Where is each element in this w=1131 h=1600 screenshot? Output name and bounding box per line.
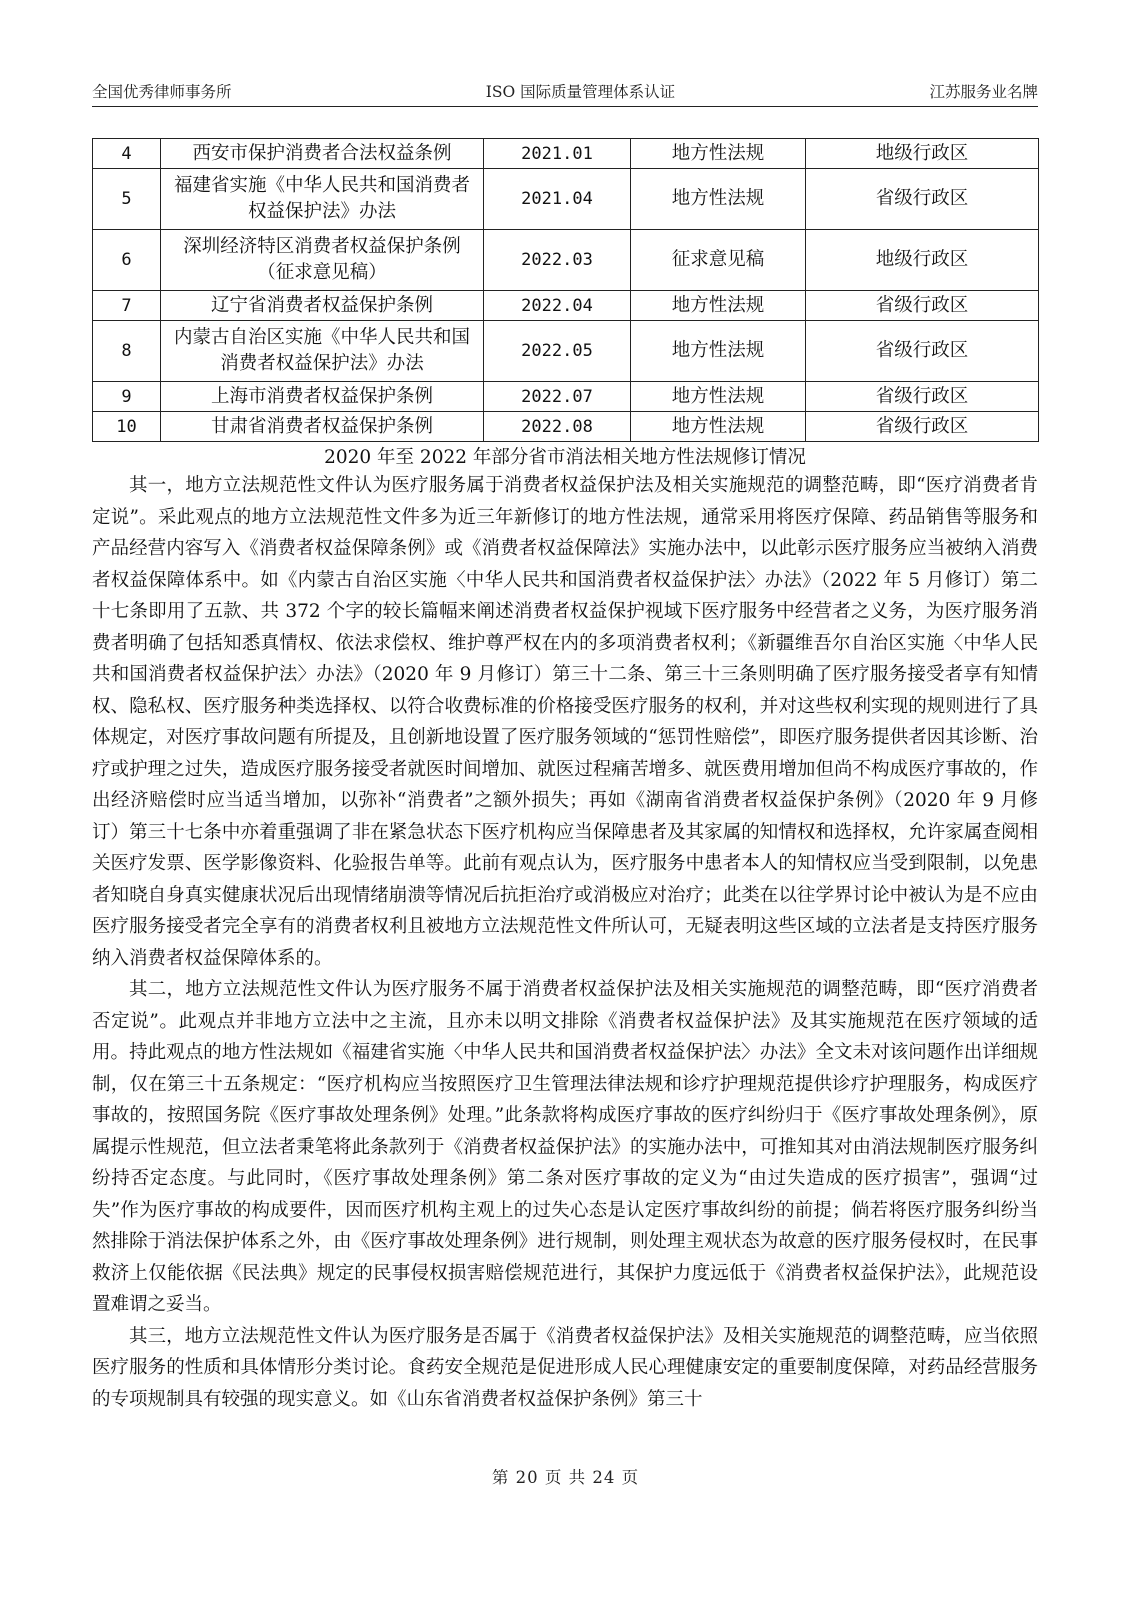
regulation-name: 内蒙古自治区实施《中华人民共和国消费者权益保护法》办法 — [161, 321, 484, 382]
regulation-date: 2021.04 — [484, 169, 631, 230]
admin-level: 地级行政区 — [806, 139, 1039, 169]
table-row — [93, 321, 1039, 382]
page-header — [92, 76, 1038, 107]
admin-level: 地级行政区 — [806, 230, 1039, 291]
admin-level: 省级行政区 — [806, 291, 1039, 321]
header-left: 全国优秀律师事务所 — [92, 83, 232, 101]
row-number: 8 — [93, 321, 161, 382]
table-row — [93, 291, 1039, 321]
row-number: 4 — [93, 139, 161, 169]
header-right: 江苏服务业名牌 — [929, 83, 1038, 101]
table-row — [93, 412, 1039, 442]
table-row — [93, 230, 1039, 291]
row-number: 10 — [93, 412, 161, 442]
regulation-date: 2022.04 — [484, 291, 631, 321]
regulation-name: 西安市保护消费者合法权益条例 — [161, 139, 484, 169]
regulation-name: 深圳经济特区消费者权益保护条例（征求意见稿） — [161, 230, 484, 291]
regulation-type: 征求意见稿 — [631, 230, 806, 291]
regulation-name: 甘肃省消费者权益保护条例 — [161, 412, 484, 442]
table-row — [93, 382, 1039, 412]
regulation-date: 2021.01 — [484, 139, 631, 169]
regulation-type: 地方性法规 — [631, 412, 806, 442]
header-center: ISO 国际质量管理体系认证 — [485, 83, 676, 101]
regulation-type: 地方性法规 — [631, 321, 806, 382]
row-number: 6 — [93, 230, 161, 291]
page-footer: 第 20 页 共 24 页 — [491, 1468, 640, 1487]
row-number: 5 — [93, 169, 161, 230]
regulation-type: 地方性法规 — [631, 291, 806, 321]
regulation-date: 2022.03 — [484, 230, 631, 291]
regulation-type: 地方性法规 — [631, 382, 806, 412]
paragraph-three: 其三，地方立法规范性文件认为医疗服务是否属于《消费者权益保护法》及相关实施规范的调整范畴，应当依照医疗服务的性质和具体情形分类讨论。食药安全规范是促进形成人民心理健康安定的重要制度保障，对药品经营服务的专项规制具有较强的现实意义。如《山东省消费者权益保护条例》第三十 — [92, 1325, 1038, 1410]
regulation-date: 2022.05 — [484, 321, 631, 382]
admin-level: 省级行政区 — [806, 169, 1039, 230]
admin-level: 省级行政区 — [806, 412, 1039, 442]
regulation-date: 2022.08 — [484, 412, 631, 442]
regulation-date: 2022.07 — [484, 382, 631, 412]
table-row — [93, 169, 1039, 230]
admin-level: 省级行政区 — [806, 382, 1039, 412]
row-number: 9 — [93, 382, 161, 412]
table-caption: 2020 年至 2022 年部分省市消法相关地方性法规修订情况 — [324, 447, 806, 468]
paragraph-two: 其二，地方立法规范性文件认为医疗服务不属于消费者权益保护法及相关实施规范的调整范畴，即“医疗消费者否定说”。此观点并非地方立法中之主流，且亦未以明文排除《消费者权益保护法》及其实施规范在医疗领域的适用。持此观点的地方性法规如《福建省实施〈中华人民共和国消费者权益保护法〉办法》全文未对该问题作出详细规制，仅在第三十五条规定：“医疗机构应当按照医疗卫生管理法律法规和诊疗护理规范提供诊疗护理服务，构成医疗事故的，按照国务院《医疗事故处理条例》处理。”此条款将构成医疗事故的医疗纠纷归于《医疗事故处理条例》，原属提示性规范，但立法者秉笔将此条款列于《消费者权益保护法》的实施办法中，可推知其对由消法规制医疗服务纠纷持否定态度。与此同时，《医疗事故处理条例》第二条对医疗事故的定义为“由过失造成的医疗损害”，强调“过失”作为医疗事故的构成要件，因而医疗机构主观上的过失心态是认定医疗事故纠纷的前提；倘若将医疗服务纠纷当然排除于消法保护体系之外，由《医疗事故处理条例》进行规制，则处理主观状态为故意的医疗服务侵权时，在民事救济上仅能依据《民法典》规定的民事侵权损害赔偿规范进行，其保护力度远低于《消费者权益保护法》，此规范设置难谓之妥当。 — [92, 979, 1038, 1315]
regulation-name: 上海市消费者权益保护条例 — [161, 382, 484, 412]
paragraph-one: 其一，地方立法规范性文件认为医疗服务属于消费者权益保护法及相关实施规范的调整范畴，即“医疗消费者肯定说”。采此观点的地方立法规范性文件多为近三年新修订的地方性法规，通常采用将医疗保障、药品销售等服务和产品经营内容写入《消费者权益保障条例》或《消费者权益保障法》实施办法中，以此彰示医疗服务应当被纳入消费者权益保障体系中。如《内蒙古自治区实施〈中华人民共和国消费者权益保护法〉办法》（2022 年 5 月修订）第二十七条即用了五款、共 372 个字的较长篇幅来阐述消费者权益保护视域下医疗服务中经营者之义务，为医疗服务消费者明确了包括知悉真情权、依法求偿权、维护尊严权在内的多项消费者权利；《新疆维吾尔自治区实施〈中华人民共和国消费者权益保护法〉办法》（2020 年 9 月修订）第三十二条、第三十三条则明确了医疗服务接受者享有知情权、隐私权、医疗服务种类选择权、以符合收费标准的价格接受医疗服务的权利，并对这些权利实现的规则进行了具体规定，对医疗事故问题有所提及，且创新地设置了医疗服务领域的“惩罚性赔偿”，即医疗服务提供者因其诊断、治疗或护理之过失，造成医疗服务接受者就医时间增加、就医过程痛苦增多、就医费用增加但尚不构成医疗事故的，作出经济赔偿时应当适当增加，以弥补“消费者”之额外损失；再如《湖南省消费者权益保护条例》（2020 年 9 月修订）第三十七条中亦着重强调了非在紧急状态下医疗机构应当保障患者及其家属的知情权和选择权，允许家属查阅相关医疗发票、医学影像资料、化验报告单等。此前有观点认为，医疗服务中患者本人的知情权应当受到限制，以免患者知晓自身真实健康状况后出现情绪崩溃等情况后抗拒治疗或消极应对治疗；此类在以往学界讨论中被认为是不应由医疗服务接受者完全享有的消费者权利且被地方立法规范性文件所认可，无疑表明这些区域的立法者是支持医疗服务纳入消费者权益保障体系的。 — [92, 475, 1038, 969]
regulations-table — [92, 138, 1039, 442]
table-row — [93, 139, 1039, 169]
admin-level: 省级行政区 — [806, 321, 1039, 382]
regulation-type: 地方性法规 — [631, 169, 806, 230]
regulation-type: 地方性法规 — [631, 139, 806, 169]
row-number: 7 — [93, 291, 161, 321]
body-text — [92, 470, 1038, 1415]
regulation-name: 辽宁省消费者权益保护条例 — [161, 291, 484, 321]
regulation-name: 福建省实施《中华人民共和国消费者权益保护法》办法 — [161, 169, 484, 230]
